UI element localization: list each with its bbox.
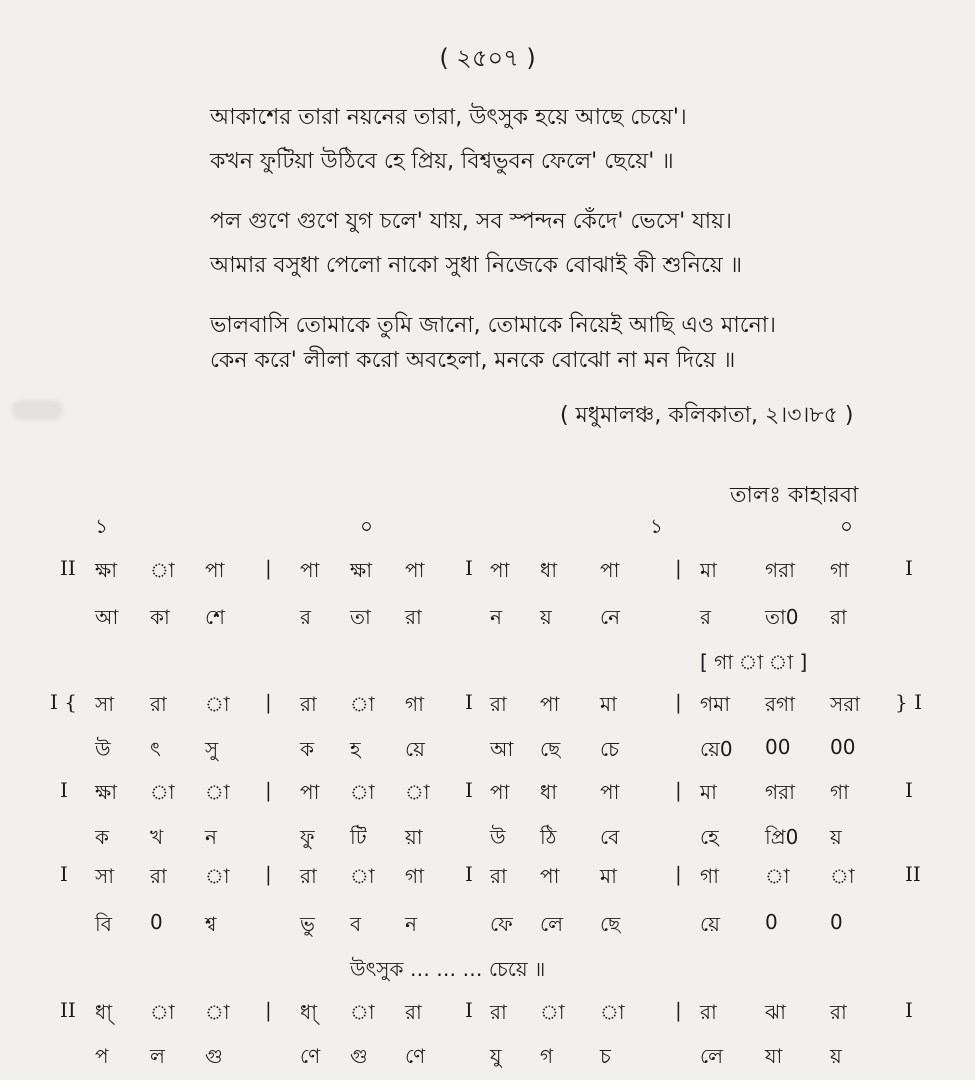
lyric-cell: গ: [540, 1044, 554, 1068]
lyric-cell: র: [700, 605, 712, 629]
note-cell: া: [350, 864, 375, 888]
lyric-cell: ণে: [300, 1044, 321, 1068]
lyric-cell: বি: [95, 912, 112, 936]
lyric-cell: য়ে: [405, 737, 425, 761]
note-cell: রা: [830, 1000, 847, 1024]
bar-separator: |: [675, 778, 682, 802]
lyric-cell: আ: [490, 737, 514, 761]
bar-separator: |: [675, 998, 682, 1022]
lyric-cell: 0: [830, 910, 843, 934]
page-number: ( ২৫০৭ ): [439, 44, 536, 72]
lyric-cell: ক: [300, 737, 314, 761]
note-cell: ক্ষা: [95, 780, 118, 804]
lyric-cell: শ্ব: [205, 912, 217, 936]
note-cell: পা: [300, 558, 320, 582]
bar-separator: |: [265, 556, 272, 580]
note-cell: পা: [205, 558, 225, 582]
lyric-cell: তা0: [765, 605, 799, 629]
note-cell: পা: [490, 558, 510, 582]
lyric-cell: চ: [600, 1044, 611, 1068]
lyric-cell: খ: [150, 825, 164, 849]
lyric-cell: হ: [350, 737, 361, 761]
note-cell: পা: [540, 692, 560, 716]
note-cell: ক্ষা: [350, 558, 373, 582]
lyric-cell: 0: [150, 910, 163, 934]
lyric-cell: 00: [765, 735, 791, 759]
note-cell: া: [150, 1000, 175, 1024]
note-cell: পা: [490, 780, 510, 804]
lyric-cell: ল: [150, 1044, 165, 1068]
beat-marker: ০: [840, 514, 854, 538]
bar-separator: I: [465, 690, 473, 714]
lyric-cell: হে: [700, 825, 719, 849]
note-cell: রা: [405, 1000, 422, 1024]
note-cell: রা: [150, 864, 167, 888]
lyric-cell: য়ে0: [700, 737, 733, 761]
lyric-cell: উ: [95, 737, 111, 761]
note-cell: সরা: [830, 692, 861, 716]
lyric-cell: গু: [205, 1044, 223, 1068]
lyric-cell: রা: [405, 605, 422, 629]
note-cell: গরা: [765, 780, 795, 804]
lyric-cell: গু: [350, 1044, 368, 1068]
bar-end-mark: I: [905, 778, 913, 802]
note-cell: পা: [600, 780, 620, 804]
note-cell: রা: [490, 864, 507, 888]
note-cell: া: [205, 780, 230, 804]
lyric-cell: আ: [95, 605, 119, 629]
note-cell: পা: [300, 780, 320, 804]
bar-start-mark: I: [60, 862, 68, 886]
bar-separator: |: [675, 690, 682, 714]
bar-separator: |: [675, 556, 682, 580]
lyric-cell: ফু: [300, 825, 315, 849]
bar-start-mark: II: [60, 556, 76, 580]
lyric-cell: কা: [150, 605, 170, 629]
lyric-cell: উ: [490, 825, 506, 849]
note-cell: রা: [700, 1000, 717, 1024]
poem-line: পল গুণে গুণে যুগ চলে' যায়, সব স্পন্দন কেঁদে' ভেসে' যায়।: [210, 209, 732, 234]
bar-separator: I: [465, 556, 473, 580]
poem-line: কখন ফুটিয়া উঠিবে হে প্রিয়, বিশ্বভুবন ফেলে' ছেয়ে' ॥: [210, 149, 674, 174]
lyric-cell: 0: [765, 910, 778, 934]
note-cell: া: [205, 692, 230, 716]
bar-separator: I: [465, 778, 473, 802]
bar-separator: I: [465, 862, 473, 886]
note-cell: া: [350, 1000, 375, 1024]
note-cell: রা: [490, 692, 507, 716]
lyric-cell: টি: [350, 825, 367, 849]
bar-separator: |: [265, 690, 272, 714]
note-cell: া: [405, 780, 430, 804]
lyric-cell: য়া: [405, 825, 423, 849]
lyric-cell: ভু: [300, 912, 315, 936]
lyric-cell: র: [300, 605, 312, 629]
lyric-cell: ক: [95, 825, 109, 849]
note-cell: মা: [600, 692, 617, 716]
note-cell: া: [205, 1000, 230, 1024]
note-cell: গমা: [700, 692, 731, 716]
lyric-cell: য়: [830, 825, 842, 849]
beat-marker: ০: [360, 514, 374, 538]
bar-end-mark: } I: [895, 690, 922, 714]
bar-start-mark: I: [60, 778, 68, 802]
note-cell: রা: [300, 864, 317, 888]
lyric-cell: ফে: [490, 912, 513, 936]
note-cell: পা: [600, 558, 620, 582]
note-cell: া: [150, 780, 175, 804]
note-cell: ঝা: [765, 1000, 786, 1024]
note-cell: া: [830, 864, 855, 888]
note-cell: গা: [700, 864, 719, 888]
lyric-cell: প: [95, 1044, 109, 1068]
poem-line: ভালবাসি তোমাকে তুমি জানো, তোমাকে নিয়েই আছি এও মানো।: [210, 313, 776, 338]
bar-end-mark: II: [905, 862, 921, 886]
note-cell: গা: [405, 864, 424, 888]
lyric-cell: ণে: [405, 1044, 426, 1068]
bar-end-mark: I: [905, 998, 913, 1022]
source-citation: ( মধুমালঞ্চ, কলিকাতা, ২।৩।৮৫ ): [560, 403, 854, 428]
tala-label: তালঃ কাহারবা: [730, 483, 859, 508]
note-cell: গরা: [765, 558, 795, 582]
lyric-cell: ন: [405, 912, 417, 936]
note-cell: া: [765, 864, 790, 888]
bar-separator: |: [265, 998, 272, 1022]
note-cell: সা: [95, 692, 115, 716]
lyric-cell: ন: [205, 825, 217, 849]
note-cell: া: [350, 692, 375, 716]
note-cell: া: [600, 1000, 625, 1024]
lyric-cell: য়ে: [700, 912, 720, 936]
note-cell: ধা্: [95, 1000, 113, 1024]
beat-marker: ১: [95, 514, 108, 538]
lyric-cell: চে: [600, 737, 619, 761]
lyric-cell: লে: [540, 912, 564, 936]
scan-smudge: [12, 400, 62, 420]
lyric-cell: ছে: [540, 737, 561, 761]
bar-separator: I: [465, 998, 473, 1022]
lyric-cell: য়: [540, 605, 552, 629]
note-cell: মা: [700, 780, 717, 804]
note-cell: ক্ষা: [95, 558, 118, 582]
note-cell: গা: [830, 558, 849, 582]
note-cell: মা: [700, 558, 717, 582]
bar-separator: |: [675, 862, 682, 886]
bar-end-mark: I: [905, 556, 913, 580]
bar-start-mark: II: [60, 998, 76, 1022]
beat-marker: ১: [650, 514, 663, 538]
note-cell: পা: [405, 558, 425, 582]
note-cell: গা: [830, 780, 849, 804]
note-cell: া: [540, 1000, 565, 1024]
lyric-cell: ন: [490, 605, 502, 629]
lyric-cell: ৎ: [150, 737, 161, 761]
lyric-cell: য়: [830, 1044, 842, 1068]
note-cell: ধা: [540, 780, 558, 804]
note-cell: া: [150, 558, 175, 582]
lyric-cell: ছে: [600, 912, 621, 936]
note-cell: রা: [150, 692, 167, 716]
refrain-line: উৎসুক … … … চেয়ে ॥: [350, 957, 546, 981]
alternate-notes: [ গা া া ]: [700, 650, 808, 674]
note-cell: রা: [490, 1000, 507, 1024]
bar-separator: |: [265, 862, 272, 886]
note-cell: রা: [300, 692, 317, 716]
note-cell: া: [350, 780, 375, 804]
note-cell: সা: [95, 864, 115, 888]
note-cell: ধা্: [300, 1000, 318, 1024]
bar-separator: |: [265, 778, 272, 802]
note-cell: পা: [540, 864, 560, 888]
lyric-cell: ব: [350, 912, 362, 936]
lyric-cell: 00: [830, 735, 856, 759]
lyric-cell: সু: [205, 737, 219, 761]
lyric-cell: যু: [490, 1044, 502, 1068]
lyric-cell: প্রি0: [765, 825, 799, 849]
lyric-cell: শে: [205, 605, 225, 629]
lyric-cell: রা: [830, 605, 847, 629]
lyric-cell: বে: [600, 825, 620, 849]
note-cell: মা: [600, 864, 617, 888]
lyric-cell: লে: [700, 1044, 724, 1068]
note-cell: ধা: [540, 558, 558, 582]
poem-line: কেন করে' লীলা করো অবহেলা, মনকে বোঝো না মন দিয়ে ॥: [210, 348, 736, 373]
note-cell: রগা: [765, 692, 795, 716]
note-cell: া: [205, 864, 230, 888]
lyric-cell: তা: [350, 605, 371, 629]
poem-line: আকাশের তারা নয়নের তারা, উৎসুক হয়ে আছে চেয়ে'।: [210, 105, 687, 130]
note-cell: গা: [405, 692, 424, 716]
lyric-cell: যা: [765, 1044, 783, 1068]
lyric-cell: নে: [600, 605, 621, 629]
lyric-cell: ঠি: [540, 825, 557, 849]
poem-line: আমার বসুধা পেলো নাকো সুধা নিজেকে বোঝাই কী শুনিয়ে ॥: [210, 253, 743, 278]
bar-start-mark: I {: [50, 690, 77, 714]
